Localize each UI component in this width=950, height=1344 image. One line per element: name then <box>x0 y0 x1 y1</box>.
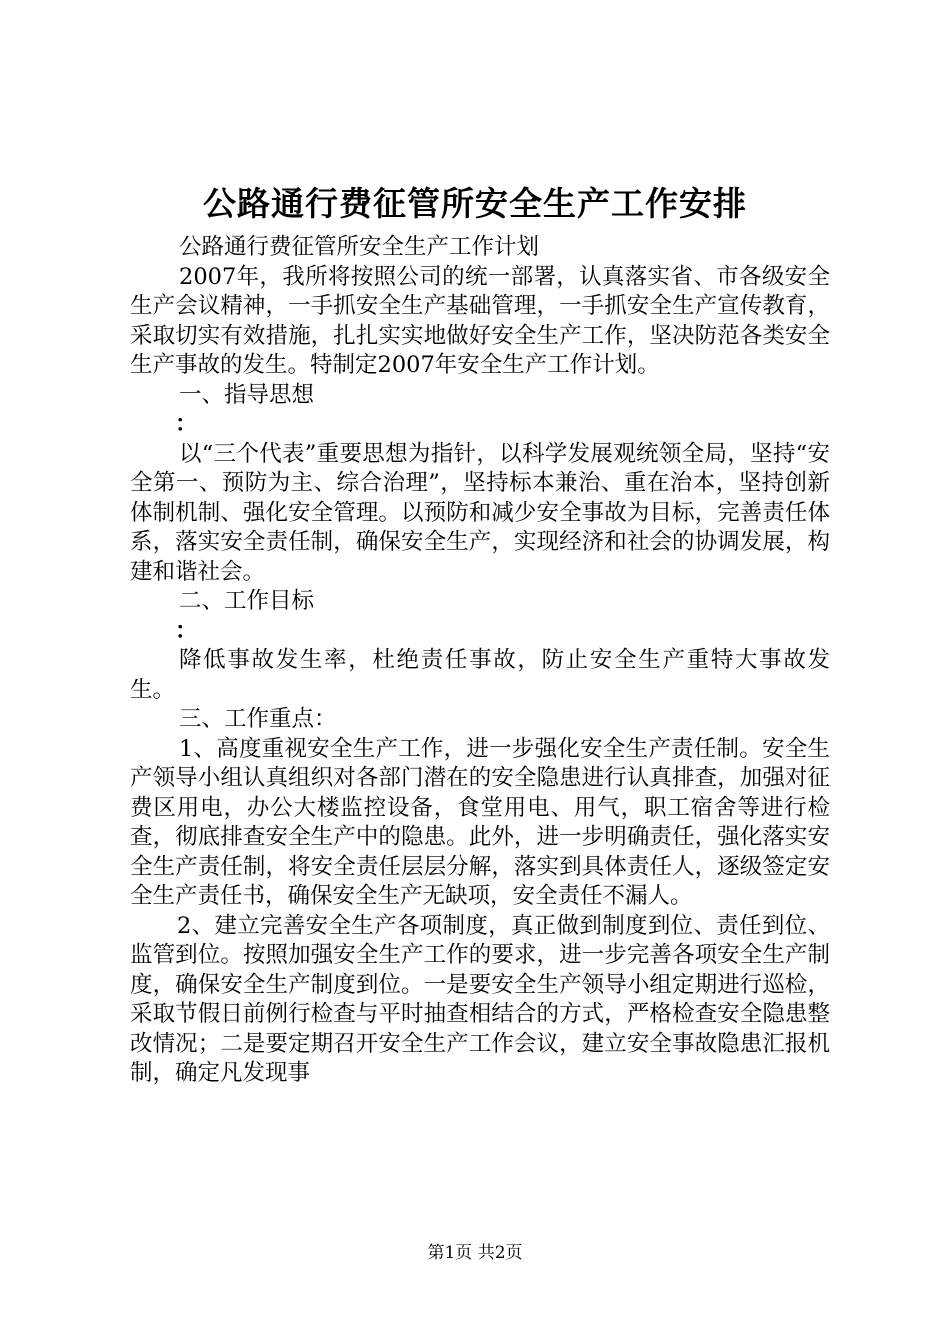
work-goals-paragraph: 降低事故发生率，杜绝责任事故，防止安全生产重特大事故发生。 <box>130 647 830 703</box>
subtitle-paragraph: 公路通行费征管所安全生产工作计划 <box>179 234 540 260</box>
section-heading-work-focus: 三、工作重点： <box>179 706 337 732</box>
work-focus-item-2: 2、建立完善安全生产各项制度，真正做到制度到位、责任到位、监管到位。按照加强安全生产工作的要求，进一步完善各项安全生产制度，确保安全生产制度到位。一是要安全生产领导小组定期进行巡检，采取节假日前例行检查与平时抽查相结合的方式，严格检查安全隐患整改情况；二是要定期召开安全生产工作会议，建立安全事故隐患汇报机制，确定凡发现事 <box>130 912 830 1086</box>
document-title: 公路通行费征管所安全生产工作安排 <box>203 184 747 223</box>
guiding-ideology-paragraph: 以“三个代表”重要思想为指针，以科学发展观统领全局，坚持“安全第一、预防为主、综合治理”，坚持标本兼治、重在治本，坚持创新体制机制、强化安全管理。以预防和减少安全事故为目标，完善责任体系，落实安全责任制，确保安全生产，实现经济和社会的协调发展，构建和谐社会。 <box>130 440 830 585</box>
section-heading-work-goals: 二、工作目标 <box>179 588 315 614</box>
section-colon: ： <box>175 617 198 644</box>
page-footer: 第1页 共2页 <box>427 1243 523 1263</box>
intro-paragraph: 2007年，我所将按照公司的统一部署，认真落实省、市各级安全生产会议精神，一手抓安全生产基础管理，一手抓安全生产宣传教育，采取切实有效措施，扎扎实实地做好安全生产工作，坚决防范各类安全生产事故的发生。特制定2007年安全生产工作计划。 <box>130 263 830 378</box>
document-body <box>130 233 830 1089</box>
section-heading-guiding-ideology: 一、指导思想 <box>179 381 315 408</box>
section-colon: ： <box>175 411 198 437</box>
work-focus-item-1: 1、高度重视安全生产工作，进一步强化安全生产责任制。安全生产领导小组认真组织对各部门潜在的安全隐患进行认真排查，加强对征费区用电，办公大楼监控设备，食堂用电、用气，职工宿舍等进行检查，彻底排查安全生产中的隐患。此外，进一步明确责任，强化落实安全生产责任制，将安全责任层层分解，落实到具体责任人，逐级签定安全生产责任书，确保安全生产无缺项，安全责任不漏人。 <box>130 735 830 909</box>
